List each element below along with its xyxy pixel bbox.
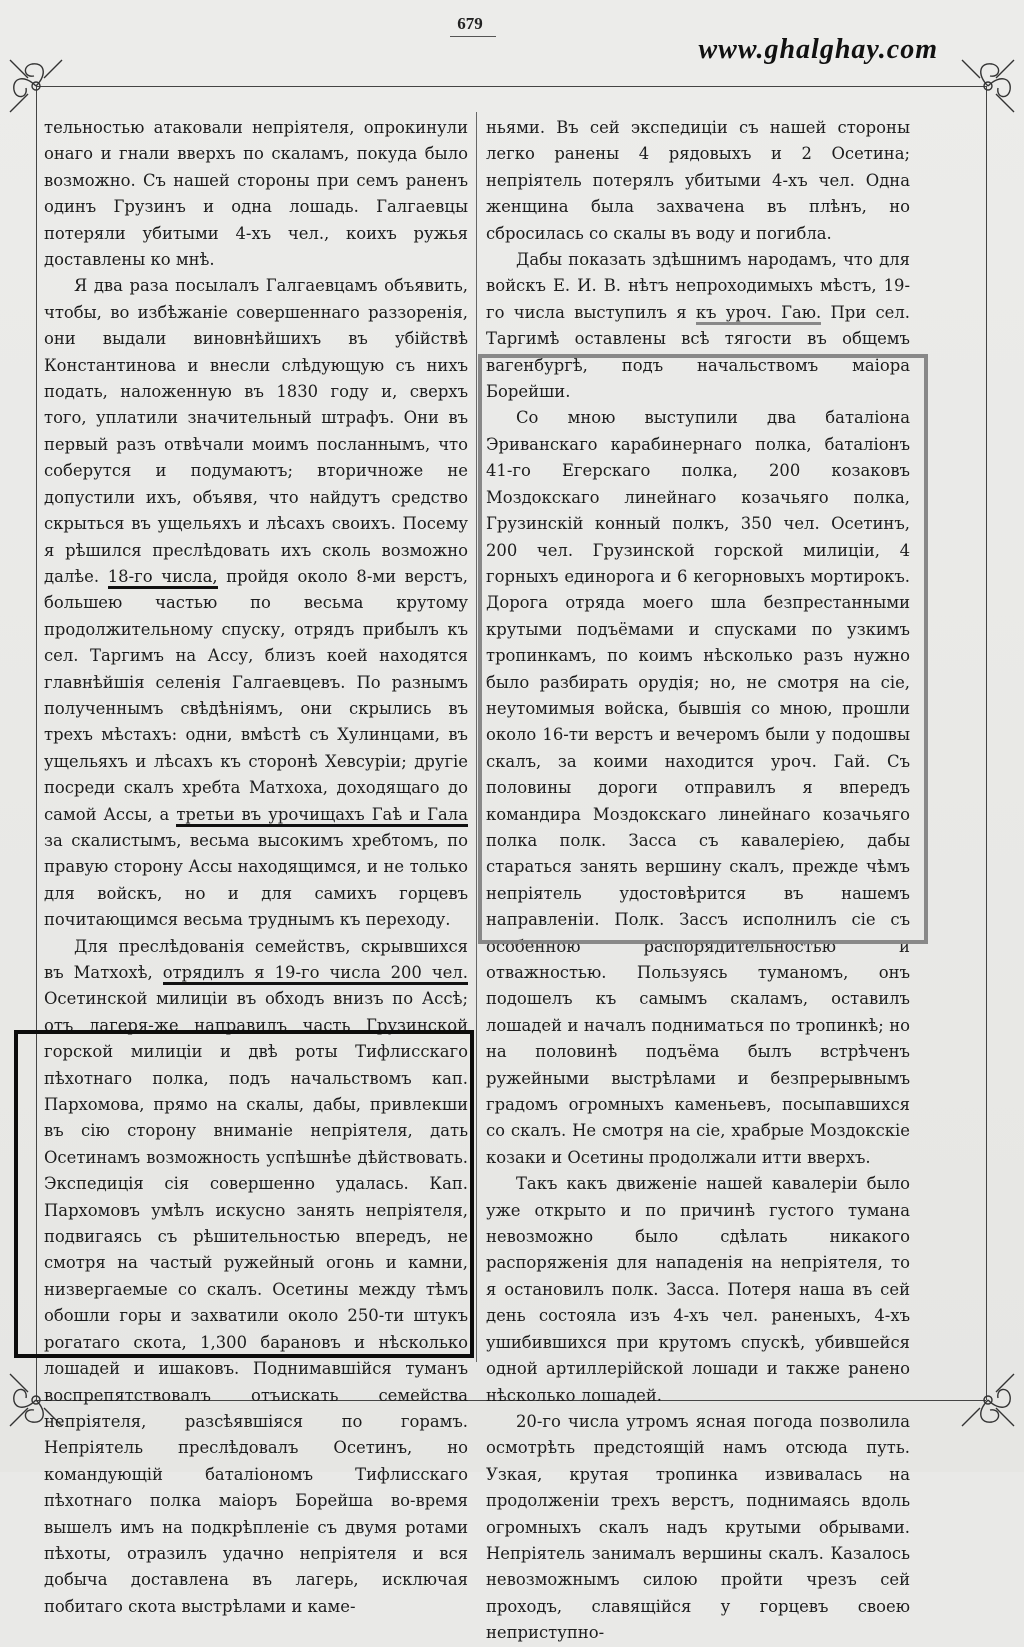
left-paragraph-2-text: Я два раза посылалъ Галгаевцамъ объявить, чтобы, во избѣжаніе совершеннаго раззоренія, они выдали виновнѣйшихъ въ убійствѣ Константинова и внесли слѣдующую съ нихъ подать, наложенную въ 1830 году и, сверхъ того, уплатили значительный штрафъ. Они въ первый разъ отвѣчали моимъ посланнымъ, что соберутся и подумаютъ; вторичноже не допустили ихъ, объявя, что найдутъ средство скрыться въ ущельяхъ и лѣсахъ своихъ. Посему я рѣшился преслѣдовать ихъ сколь возможно далѣе. bbox=[44, 276, 468, 586]
underlined-detachment: отрядилъ я 19-го числа 200 чел. bbox=[163, 963, 468, 985]
black-highlight-box bbox=[14, 1030, 474, 1358]
frame-right-border bbox=[986, 86, 987, 1400]
right-paragraph-1: ньями. Въ сей экспедиціи съ нашей стороны легко ранены 4 рядовыхъ и 2 Осетина; непріятель потерялъ убитыми 4-хъ чел. Одна женщина была захвачена въ плѣнъ, но сбросилась со скалы въ воду и погибла. bbox=[486, 118, 910, 243]
left-paragraph-2 bbox=[44, 273, 468, 933]
left-column bbox=[44, 115, 468, 1620]
watermark: www.ghalghay.com bbox=[698, 34, 938, 65]
page-number-rule bbox=[450, 36, 496, 37]
left-paragraph-2-end: за скалистымъ, весьма высокимъ хребтомъ, по правую сторону Ассы находящимся, и не только для войскъ, но и для самихъ горцевъ почитающимся весьма труднымъ къ переходу. bbox=[44, 830, 468, 930]
column-divider bbox=[476, 112, 477, 1362]
left-paragraph-3-end: Осетинской милиціи въ обходъ внизъ по Ассѣ; отъ лагеря-же направилъ часть Грузинской горской милиціи и двѣ роты Тифлисскаго пѣхотнаго полка, подъ начальствомъ кап. Пархомова, прямо на скалы, дабы, привлекши въ сію сторону вниманіе непріятеля, дать Осетинамъ возможность успѣшнѣе дѣйствовать. Экспедиція сія совершенно удалась. Кап. Пархомовъ умѣлъ искусно занять непріятеля, подвигаясь съ рѣшительностью впередъ, не смотря на частый ружейный огонь и камни, низвергаемые со скалъ. Осетины между тѣмъ обошли горы и захватили около 250-ти штукъ рогатаго скота, 1,300 барановъ и нѣсколько лошадей и ишаковъ. Поднимавшійся туманъ воспрепятствовалъ отъискать семейства непріятеля, разсѣявшіяся по горамъ. Непріятель преслѣдовалъ Осетинъ, но командующій баталіономъ Тифлисскаго пѣхотнаго полка маіоръ Борейша во-время вышелъ имъ на подкрѣпленіе съ двумя ротами пѣхоты, отразилъ удачно непріятеля и вся добыча доставлена въ лагерь, исключая побитаго скота выстрѣлами и каме- bbox=[44, 989, 468, 1616]
corner-ornament-bottom-right bbox=[956, 1368, 1020, 1432]
page-number: 679 bbox=[457, 14, 483, 33]
underlined-gai: къ уроч. Гаю. bbox=[696, 303, 821, 325]
underlined-date-18: 18-го числа, bbox=[108, 567, 218, 589]
right-paragraph-5: 20-го числа утромъ ясная погода позволила осмотрѣть предстоящій намъ отсюда путь. Узкая, крутая тропинка извивалась на продолженіи трехъ верстъ, поднимаясь вдоль огромныхъ скалъ надъ крутыми обрывами. Непріятель занималъ вершины скалъ. Казалось невозможнымъ силою пройти чрезъ сей проходъ, славящійся у горцевъ своею неприступно- bbox=[486, 1411, 910, 1643]
left-paragraph-1: тельностью атаковали непріятеля, опрокинули онаго и гнали вверхъ по скаламъ, покуда было возможно. Съ нашей стороны при семъ раненъ одинъ Грузинъ и одна лошадь. Галгаевцы потеряли убитыми 4-хъ чел., коихъ ружья доставлены ко мнѣ. bbox=[44, 118, 468, 270]
corner-ornament-top-right bbox=[956, 54, 1020, 118]
frame-top-border bbox=[36, 86, 986, 87]
gray-highlight-box bbox=[478, 354, 928, 944]
underlined-locations: третьи въ урочищахъ Гаѣ и Гала bbox=[176, 805, 468, 827]
left-paragraph-3-start: Для преслѣдованія семействъ, скрывшихся въ Матхохѣ, bbox=[44, 936, 468, 982]
corner-ornament-top-left bbox=[4, 54, 68, 118]
right-paragraph-2-start: Дабы показать здѣшнимъ народамъ, что для войскъ Е. И. В. нѣтъ непроходимыхъ мѣстъ, 19-го числа выступилъ я bbox=[486, 250, 910, 322]
right-paragraph-2-end: При сел. Таргимѣ оставлены всѣ тягости въ общемъ вагенбургѣ, подъ начальствомъ маіора Борейши. bbox=[486, 302, 910, 402]
right-paragraph-3: Со мною выступили два баталіона Эриванскаго карабинернаго полка, баталіонъ 41-го Егерскаго полка, 200 козаковъ Моздокскаго линейнаго козачьяго полка, Грузинскій конный полкъ, 350 чел. Осетинъ, 200 чел. Грузинской горской милиціи, 4 горныхъ единорога и 6 кегорновыхъ мортирокъ. Дорога отряда моего шла безпрестанными крутыми подъёмами и спусками по узкимъ тропинкамъ, по коимъ нѣсколько разъ нужно было разбирать орудія; но, не смотря на сіе, неутомимыя войска, бывшія со мною, прошли около 16-ти верстъ и вечеромъ были у подошвы скалъ, за коими находится уроч. Гай. Съ половины дороги отправилъ я впередъ командира Моздокскаго линейнаго козачьяго полка полк. Засса съ кавалеріею, дабы стараться занять вершину скалъ, прежде чѣмъ непріятель удостовѣрится въ нашемъ направленіи. Полк. Зассъ исполнилъ сіе съ особенною распорядительностью и отважностью. Пользуясь туманомъ, онъ подошелъ къ самымъ скаламъ, оставилъ лошадей и началъ подниматься по тропинкѣ; но на половинѣ подъёма былъ встрѣченъ ружейными выстрѣлами и безпрерывнымъ градомъ огромныхъ каменьевъ, посыпавшихся со скалъ. Не смотря на сіе, храбрые Моздокскіе козаки и Осетины продолжали итти вверхъ. bbox=[486, 408, 910, 1167]
left-paragraph-2-middle: пройдя около 8-ми верстъ, большею частью по весьма крутому продолжительному спуску, отрядъ прибылъ къ сел. Таргимъ на Ассу, близъ коей находятся главнѣйшія селенія Галгаевцевъ. По разнымъ полученнымъ свѣдѣніямъ, они скрылись въ трехъ мѣстахъ: одни, вмѣстѣ съ Хулинцами, въ ущельяхъ и лѣсахъ къ сторонѣ Хевсуріи; другіе посреди скалъ хребта Матхоха, доходящаго до самой Ассы, а bbox=[44, 566, 468, 824]
right-paragraph-4: Такъ какъ движеніе нашей кавалеріи было уже открыто и по причинѣ густого тумана невозможно было сдѣлать никакого распоряженія для нападенія на непріятеля, то я остановилъ полк. Засса. Потеря наша въ сей день состояла изъ 4-хъ чел. раненыхъ, 4-хъ ушибившихся при крутомъ спускѣ, убившейся одной артиллерійской лошади и также ранено нѣсколько лошадей. bbox=[486, 1174, 910, 1405]
